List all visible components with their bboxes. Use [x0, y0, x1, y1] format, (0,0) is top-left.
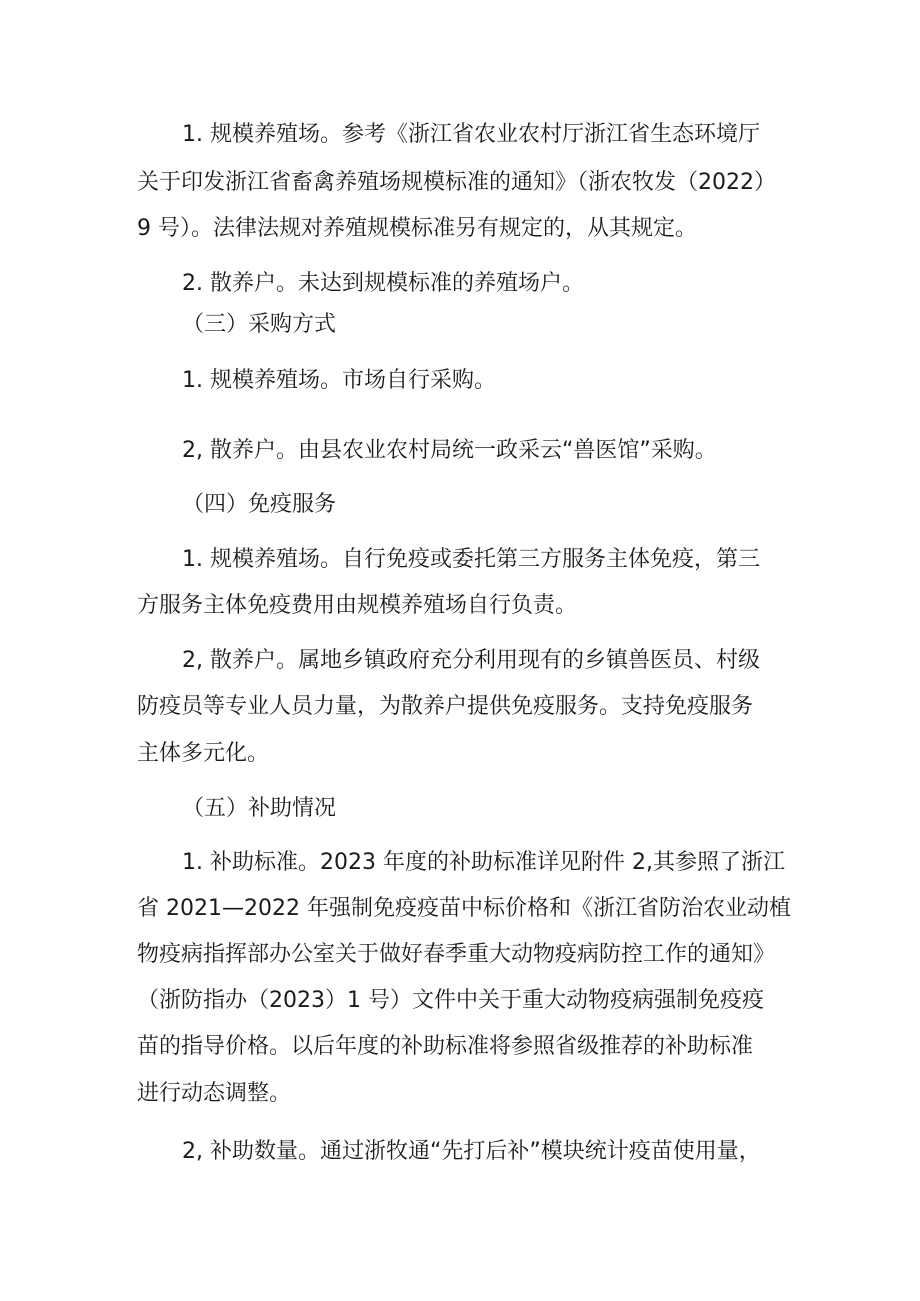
- paragraph-line: 2, 补助数量。通过浙牧通“先打后补”模块统计疫苗使用量，: [182, 1139, 761, 1164]
- section-heading: （四）免疫服务: [182, 492, 337, 517]
- paragraph-line: 1. 规模养殖场。市场自行采购。: [182, 368, 496, 393]
- paragraph-line: 1. 规模养殖场。参考《浙江省农业农村厅浙江省生态环境厅: [182, 122, 760, 147]
- paragraph-line: 1. 补助标准。2023 年度的补助标准详见附件 2,其参照了浙江: [182, 850, 785, 875]
- paragraph-line: 主体多元化。: [137, 741, 270, 766]
- paragraph-line: 2, 散养户。属地乡镇政府充分利用现有的乡镇兽医员、村级: [182, 648, 760, 673]
- paragraph-line: 苗的指导价格。以后年度的补助标准将参照省级推荐的补助标准: [137, 1034, 754, 1059]
- paragraph-line: 进行动态调整。: [137, 1081, 292, 1106]
- paragraph-line: 方服务主体免疫费用由规模养殖场自行负责。: [137, 593, 578, 618]
- paragraph-line: 省 2021—2022 年强制免疫疫苗中标价格和《浙江省防治农业动植: [137, 896, 791, 921]
- paragraph-line: 2. 散养户。未达到规模标准的养殖场户。: [182, 271, 584, 296]
- section-heading: （五）补助情况: [182, 796, 337, 821]
- paragraph-line: 防疫员等专业人员力量，为散养户提供免疫服务。支持免疫服务: [137, 694, 754, 719]
- paragraph-line: 物疫病指挥部办公室关于做好春季重大动物疫病防控工作的通知》: [137, 942, 776, 967]
- section-heading: （三）采购方式: [182, 312, 337, 337]
- paragraph-line: 9 号）。法律法规对养殖规模标准另有规定的，从其规定。: [137, 216, 697, 241]
- paragraph-line: 关于印发浙江省畜禽养殖场规模标准的通知》（浙农牧发（2022）: [137, 170, 776, 195]
- paragraph-line: 1. 规模养殖场。自行免疫或委托第三方服务主体免疫，第三: [182, 547, 760, 572]
- paragraph-line: （浙防指办（2023）1 号）文件中关于重大动物疫病强制免疫疫: [137, 988, 764, 1013]
- paragraph-line: 2, 散养户。由县农业农村局统一政采云“兽医馆”采购。: [182, 438, 717, 463]
